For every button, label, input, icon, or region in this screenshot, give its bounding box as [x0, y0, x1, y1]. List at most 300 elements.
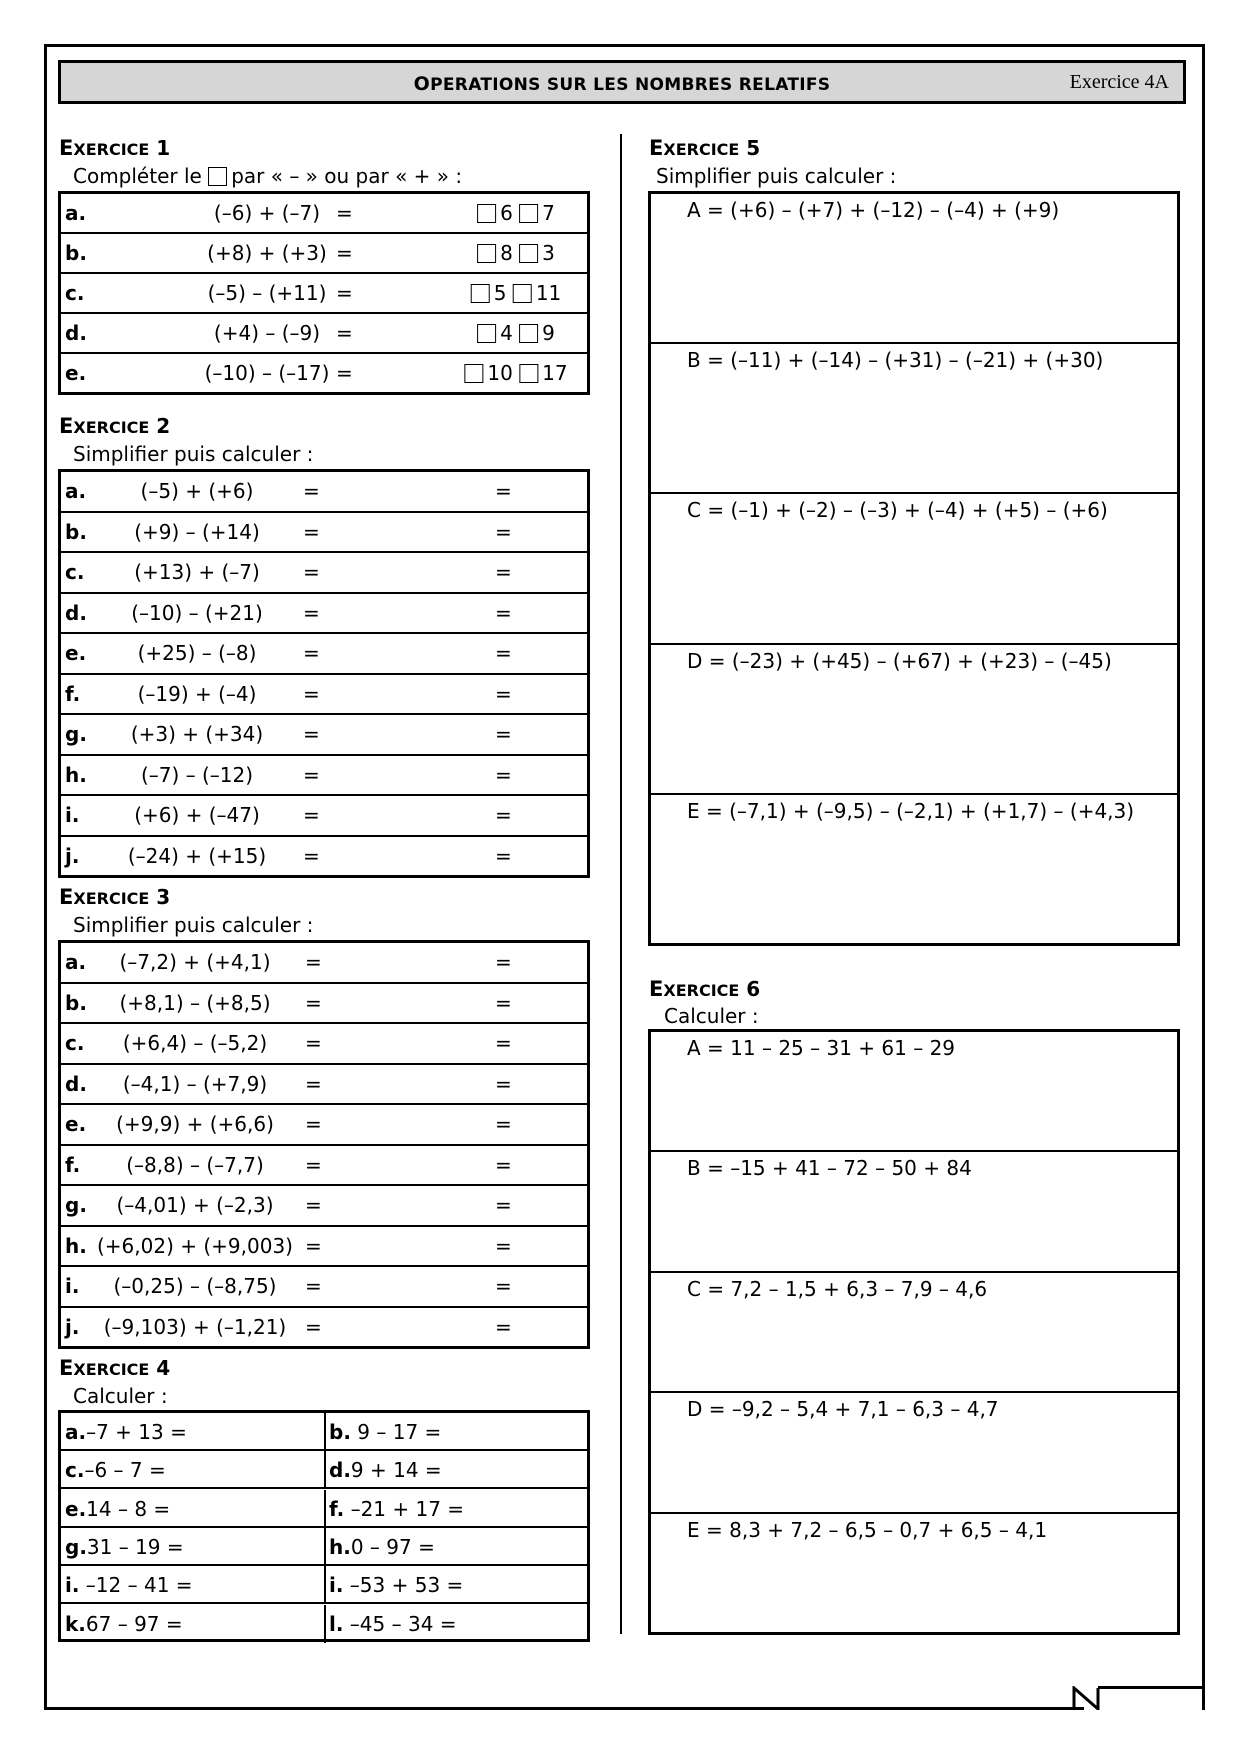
row-equals-1: =	[305, 1233, 322, 1258]
table-row	[60, 942, 589, 983]
answer-row[interactable]	[651, 194, 1177, 344]
row-left-cell	[65, 1535, 184, 1559]
ex2-title-num: 2	[156, 414, 171, 438]
row-number-1: 4	[500, 321, 513, 345]
table-cell	[60, 233, 589, 273]
row-content	[61, 984, 587, 1023]
ex5-title-small: XERCICE	[663, 140, 740, 159]
row-expression: (+6) + (–47)	[134, 803, 260, 828]
row-number-2: 7	[542, 201, 555, 225]
row-label: i.	[65, 1274, 80, 1299]
ex3-title	[59, 885, 170, 909]
calc-expression: E = (–7,1) + (–9,5) – (–2,1) + (+1,7) – (+4,3)	[687, 798, 1135, 823]
table-row	[60, 1023, 589, 1064]
table-row	[60, 633, 589, 674]
row-label: e.	[65, 361, 87, 385]
row-equals: =	[336, 281, 353, 305]
row-label: j.	[65, 843, 80, 868]
ex1-instruction-before: Compléter le	[73, 164, 202, 188]
table-row	[60, 471, 589, 512]
table-row	[60, 353, 589, 394]
table-cell	[60, 1185, 589, 1226]
row-content	[61, 634, 587, 673]
table-row	[60, 593, 589, 634]
row-expression: (–24) + (+15)	[127, 843, 267, 868]
table-row	[61, 1566, 587, 1604]
row-equals-1: =	[305, 950, 322, 975]
column-separator	[324, 1605, 326, 1643]
table-row	[61, 1490, 587, 1528]
frame-bottom-line-right	[1098, 1686, 1205, 1689]
answer-row[interactable]	[651, 1393, 1177, 1513]
row-label-left: c.	[65, 1458, 85, 1483]
row-equals-2: =	[495, 722, 512, 747]
row-label: d.	[65, 600, 87, 625]
ex6-title-big: E	[649, 977, 664, 1001]
ex6-title-small: XERCICE	[663, 981, 740, 1000]
row-expression: (+25) – (–8)	[137, 641, 257, 666]
sign-box-1[interactable]	[477, 244, 496, 263]
row-left-cell	[65, 1573, 193, 1597]
table-row	[61, 1605, 587, 1643]
row-equals-1: =	[303, 600, 320, 625]
row-label: a.	[65, 950, 87, 975]
calc-expression: A = 11 – 25 – 31 + 61 – 29	[687, 1036, 956, 1060]
column-separator	[324, 1566, 326, 1602]
ex6-title	[649, 977, 760, 1001]
table-row	[60, 674, 589, 715]
answer-row[interactable]	[651, 1273, 1177, 1393]
table-cell	[60, 552, 589, 593]
row-answer	[471, 281, 562, 305]
row-answer	[477, 241, 555, 265]
answer-row[interactable]	[651, 795, 1177, 945]
table-cell	[60, 755, 589, 796]
ex2-title-big: E	[59, 414, 74, 438]
table-cell	[60, 1266, 589, 1307]
row-equals-2: =	[495, 803, 512, 828]
row-left-cell	[65, 1497, 170, 1521]
row-equals-1: =	[305, 1071, 322, 1096]
ex3-instruction: Simplifier puis calculer :	[73, 913, 314, 937]
row-equals-2: =	[495, 1314, 512, 1339]
ex6-title-num: 6	[746, 977, 761, 1001]
row-label-left: i.	[65, 1573, 80, 1598]
table-cell	[60, 353, 589, 394]
answer-row[interactable]	[651, 1514, 1177, 1634]
row-number-2: 9	[542, 321, 555, 345]
row-equals-1: =	[303, 722, 320, 747]
row-content	[61, 1227, 587, 1266]
title-first-letter: O	[413, 73, 431, 95]
table-cell	[60, 633, 589, 674]
answer-row[interactable]	[651, 645, 1177, 795]
page-header	[58, 60, 1186, 104]
row-equals: =	[336, 361, 353, 385]
sign-box-2[interactable]	[519, 244, 538, 263]
ex5-title-big: E	[649, 136, 664, 160]
ex3-title-big: E	[59, 885, 74, 909]
row-equals-1: =	[305, 1193, 322, 1218]
row-number-2: 11	[535, 281, 562, 305]
ex1-title	[59, 136, 170, 160]
row-content	[61, 715, 587, 754]
row-equals-1: =	[303, 560, 320, 585]
calc-expression: D = (–23) + (+45) – (+67) + (+23) – (–45)	[687, 648, 1112, 673]
row-label: g.	[65, 1193, 87, 1218]
ex5-title-num: 5	[746, 136, 761, 160]
calc-expression: B = –15 + 41 – 72 – 50 + 84	[687, 1156, 972, 1181]
row-label: c.	[65, 560, 85, 585]
table-cell	[60, 1226, 589, 1267]
table-cell	[60, 983, 589, 1024]
row-left-cell	[65, 1458, 166, 1482]
row-equals-1: =	[303, 519, 320, 544]
row-content	[61, 796, 587, 835]
table-cell	[60, 942, 589, 983]
row-content	[61, 234, 587, 272]
ex3-table	[58, 940, 590, 1349]
row-number-1: 8	[500, 241, 513, 265]
row-expression-left: 14 – 8 =	[86, 1496, 171, 1521]
row-equals-2: =	[495, 843, 512, 868]
row-equals-2: =	[495, 1193, 512, 1218]
row-content	[61, 1105, 587, 1144]
row-expression: (+9) – (+14)	[134, 519, 260, 544]
row-label: g.	[65, 722, 87, 747]
row-label: e.	[65, 641, 87, 666]
row-expression: (–5) + (+6)	[140, 479, 254, 504]
row-expression: (+3) + (+34)	[130, 722, 264, 747]
ex1-title-small: XERCICE	[73, 140, 150, 159]
table-row	[60, 193, 589, 234]
row-left-cell	[65, 1612, 183, 1636]
answer-row[interactable]	[651, 1032, 1177, 1152]
row-number-1: 5	[493, 281, 507, 305]
row-expression-right: –45 – 34 =	[343, 1611, 457, 1636]
ex1-instruction	[73, 164, 462, 188]
row-label: h.	[65, 1233, 87, 1258]
table-cell	[60, 1023, 589, 1064]
table-cell	[60, 313, 589, 353]
row-content	[61, 594, 587, 633]
table-cell	[60, 512, 589, 553]
row-left-cell	[65, 1420, 187, 1444]
row-expression: (–4,1) – (+7,9)	[122, 1071, 268, 1096]
frame-corner-mark	[1072, 1686, 1100, 1710]
row-label: e.	[65, 1112, 87, 1137]
row-content	[61, 194, 587, 232]
calc-expression: C = (–1) + (–2) – (–3) + (–4) + (+5) – (+6)	[687, 498, 1108, 523]
row-equals-2: =	[495, 990, 512, 1015]
ex3-title-num: 3	[156, 885, 171, 909]
table-row	[60, 983, 589, 1024]
sign-box-1[interactable]	[471, 284, 490, 303]
row-answer	[477, 321, 555, 345]
row-content	[61, 837, 587, 876]
row-label-right: d.	[329, 1458, 351, 1483]
row-right-cell	[329, 1535, 435, 1559]
row-equals-1: =	[305, 1112, 322, 1137]
row-label-left: e.	[65, 1496, 87, 1521]
row-number-1: 10	[487, 361, 513, 385]
table-row	[60, 1307, 589, 1348]
table-row	[60, 313, 589, 353]
row-expression-left: –7 + 13 =	[86, 1420, 187, 1444]
row-equals-2: =	[495, 519, 512, 544]
table-row	[61, 1528, 587, 1566]
row-equals-2: =	[495, 1071, 512, 1096]
table-row	[60, 755, 589, 796]
ex2-title-small: XERCICE	[73, 418, 150, 437]
table-row	[60, 1185, 589, 1226]
answer-row[interactable]	[651, 494, 1177, 644]
row-expression: (–9,103) + (–1,21)	[103, 1314, 287, 1339]
row-label-right: b.	[329, 1420, 351, 1444]
ex5-answer-box	[648, 191, 1180, 946]
ex1-table	[58, 191, 590, 395]
sign-box-2[interactable]	[513, 284, 532, 303]
frame-bottom-line	[44, 1707, 1084, 1710]
row-label: c.	[65, 1031, 85, 1056]
answer-row[interactable]	[651, 1152, 1177, 1272]
table-cell	[60, 1307, 589, 1348]
row-equals-1: =	[305, 1152, 322, 1177]
row-label-right: h.	[329, 1534, 351, 1559]
row-expression-right: 9 + 14 =	[350, 1458, 442, 1483]
row-expression: (+13) + (–7)	[134, 560, 260, 585]
sign-box-2[interactable]	[519, 204, 538, 223]
row-equals-2: =	[495, 1274, 512, 1299]
column-separator	[324, 1490, 326, 1526]
ex2-table	[58, 469, 590, 878]
row-label-left: a.	[65, 1420, 87, 1444]
row-equals-2: =	[495, 762, 512, 787]
row-label: j.	[65, 1314, 80, 1339]
row-answer	[477, 201, 555, 225]
table-row	[60, 795, 589, 836]
table-row	[60, 1145, 589, 1186]
row-equals-2: =	[495, 1112, 512, 1137]
row-content	[61, 1267, 587, 1306]
row-expression: (+6,4) – (–5,2)	[122, 1031, 268, 1056]
row-equals-2: =	[495, 641, 512, 666]
row-right-cell	[329, 1420, 441, 1444]
calc-expression: A = (+6) – (+7) + (–12) – (–4) + (+9)	[687, 198, 1060, 222]
table-row	[60, 836, 589, 877]
sign-box-1[interactable]	[477, 204, 496, 223]
table-row	[60, 1226, 589, 1267]
row-right-cell	[329, 1497, 464, 1521]
row-equals-1: =	[303, 479, 320, 504]
row-label-right: i.	[329, 1573, 344, 1598]
row-label: a.	[65, 201, 87, 225]
row-equals-1: =	[303, 762, 320, 787]
row-equals-2: =	[495, 479, 512, 504]
table-cell	[60, 714, 589, 755]
row-right-cell	[329, 1458, 442, 1482]
row-equals-1: =	[303, 803, 320, 828]
row-content	[61, 1146, 587, 1185]
row-label: i.	[65, 803, 80, 828]
table-cell	[60, 593, 589, 634]
row-content	[61, 513, 587, 552]
row-label-right: f.	[329, 1496, 345, 1521]
row-number-2: 17	[542, 361, 568, 385]
row-number-2: 3	[542, 241, 555, 265]
row-equals-1: =	[305, 1031, 322, 1056]
row-label: d.	[65, 321, 87, 345]
row-expression: (–19) + (–4)	[137, 681, 257, 706]
table-row	[60, 1064, 589, 1105]
calc-expression: E = 8,3 + 7,2 – 6,5 – 0,7 + 6,5 – 4,1	[687, 1517, 1048, 1542]
sign-box-1[interactable]	[464, 364, 483, 383]
row-expression: (–7,2) + (+4,1)	[119, 950, 271, 975]
table-cell	[60, 1145, 589, 1186]
row-equals-2: =	[495, 560, 512, 585]
table-row	[60, 233, 589, 273]
row-equals-1: =	[305, 1274, 322, 1299]
ex1-title-big: E	[59, 136, 74, 160]
row-label: b.	[65, 241, 87, 265]
column-separator	[324, 1451, 326, 1487]
row-equals-2: =	[495, 950, 512, 975]
row-content	[61, 472, 587, 511]
exercise-number: Exercice 4A	[1069, 71, 1169, 93]
title-rest: PERATIONS SUR LES NOMBRES RELATIFS	[430, 75, 831, 95]
ex1-title-num: 1	[156, 136, 171, 160]
table-cell	[60, 273, 589, 313]
row-content	[61, 1065, 587, 1104]
row-equals-1: =	[303, 641, 320, 666]
row-content	[61, 675, 587, 714]
row-right-cell	[329, 1573, 463, 1597]
table-cell	[60, 193, 589, 234]
table-row	[61, 1413, 587, 1451]
table-row	[60, 512, 589, 553]
calc-expression: C = 7,2 – 1,5 + 6,3 – 7,9 – 4,6	[687, 1276, 988, 1301]
ex2-title	[59, 414, 170, 438]
row-expression: (–10) – (–17)	[204, 361, 330, 385]
row-equals-2: =	[495, 1031, 512, 1056]
sign-box-2[interactable]	[519, 364, 538, 383]
row-expression: (–6) + (–7)	[213, 201, 321, 225]
row-label: b.	[65, 990, 87, 1015]
row-equals-1: =	[303, 843, 320, 868]
ex3-title-small: XERCICE	[73, 889, 150, 908]
row-equals-1: =	[305, 990, 322, 1015]
row-expression: (+9,9) + (+6,6)	[116, 1112, 274, 1137]
row-label-left: k.	[65, 1611, 86, 1636]
table-row	[60, 1104, 589, 1145]
row-content	[61, 1308, 587, 1347]
ex4-table	[58, 1410, 590, 1642]
row-expression-left: –12 – 41 =	[79, 1573, 193, 1598]
sign-box-2[interactable]	[519, 324, 538, 343]
row-content	[61, 274, 587, 312]
row-expression: (–5) – (+11)	[207, 281, 327, 305]
row-content	[61, 1186, 587, 1225]
row-expression: (+8,1) – (+8,5)	[119, 990, 271, 1015]
table-cell	[60, 795, 589, 836]
row-equals-1: =	[305, 1314, 322, 1339]
row-expression-right: 0 – 97 =	[350, 1534, 435, 1559]
row-expression: (+8) + (+3)	[207, 241, 327, 265]
row-equals: =	[336, 241, 353, 265]
row-expression-left: 67 – 97 =	[85, 1611, 183, 1636]
row-content	[61, 943, 587, 982]
ex5-instruction: Simplifier puis calculer :	[656, 164, 897, 188]
table-cell	[60, 471, 589, 512]
sign-box-1[interactable]	[477, 324, 496, 343]
row-equals-2: =	[495, 1233, 512, 1258]
table-cell	[60, 836, 589, 877]
row-label: h.	[65, 762, 87, 787]
row-content	[61, 314, 587, 352]
row-expression: (–4,01) + (–2,3)	[116, 1193, 274, 1218]
row-expression-right: 9 – 17 =	[350, 1420, 442, 1444]
row-label: f.	[65, 1152, 81, 1177]
row-expression-left: 31 – 19 =	[86, 1534, 184, 1559]
table-cell	[60, 1064, 589, 1105]
column-divider	[620, 134, 622, 1634]
ex4-title-small: XERCICE	[73, 1360, 150, 1379]
row-equals-2: =	[495, 681, 512, 706]
row-number-1: 6	[500, 201, 513, 225]
row-label: b.	[65, 519, 87, 544]
page-title	[61, 73, 1183, 95]
row-label: f.	[65, 681, 81, 706]
row-content	[61, 1024, 587, 1063]
ex4-title	[59, 1356, 170, 1380]
row-label: d.	[65, 1071, 87, 1096]
row-label-left: g.	[65, 1534, 87, 1559]
ex2-instruction: Simplifier puis calculer :	[73, 442, 314, 466]
ex5-title	[649, 136, 760, 160]
row-equals-2: =	[495, 600, 512, 625]
table-cell	[60, 674, 589, 715]
row-expression: (+6,02) + (+9,003)	[97, 1233, 293, 1258]
ex4-instruction: Calculer :	[73, 1384, 168, 1408]
row-expression: (+4) – (–9)	[213, 321, 321, 345]
ex1-instruction-after: par « – » ou par « + » :	[231, 164, 463, 188]
column-separator	[324, 1528, 326, 1564]
row-expression-left: –6 – 7 =	[84, 1458, 166, 1483]
row-label: a.	[65, 479, 87, 504]
row-right-cell	[329, 1612, 457, 1636]
row-equals-1: =	[303, 681, 320, 706]
table-row	[60, 273, 589, 313]
row-expression-right: –21 + 17 =	[344, 1496, 465, 1521]
ex6-instruction: Calculer :	[664, 1004, 759, 1028]
row-content	[61, 354, 587, 392]
row-content	[61, 553, 587, 592]
row-content	[61, 756, 587, 795]
row-expression: (–10) – (+21)	[131, 600, 263, 625]
row-label: c.	[65, 281, 85, 305]
table-cell	[60, 1104, 589, 1145]
table-row	[61, 1451, 587, 1489]
ex4-title-big: E	[59, 1356, 74, 1380]
calc-expression: B = (–11) + (–14) – (+31) – (–21) + (+30)	[687, 348, 1104, 373]
row-equals: =	[336, 201, 353, 225]
row-answer	[464, 361, 567, 385]
row-expression-right: –53 + 53 =	[343, 1573, 464, 1598]
ex6-answer-box	[648, 1029, 1180, 1635]
table-row	[60, 552, 589, 593]
answer-row[interactable]	[651, 344, 1177, 494]
column-separator	[324, 1413, 326, 1449]
